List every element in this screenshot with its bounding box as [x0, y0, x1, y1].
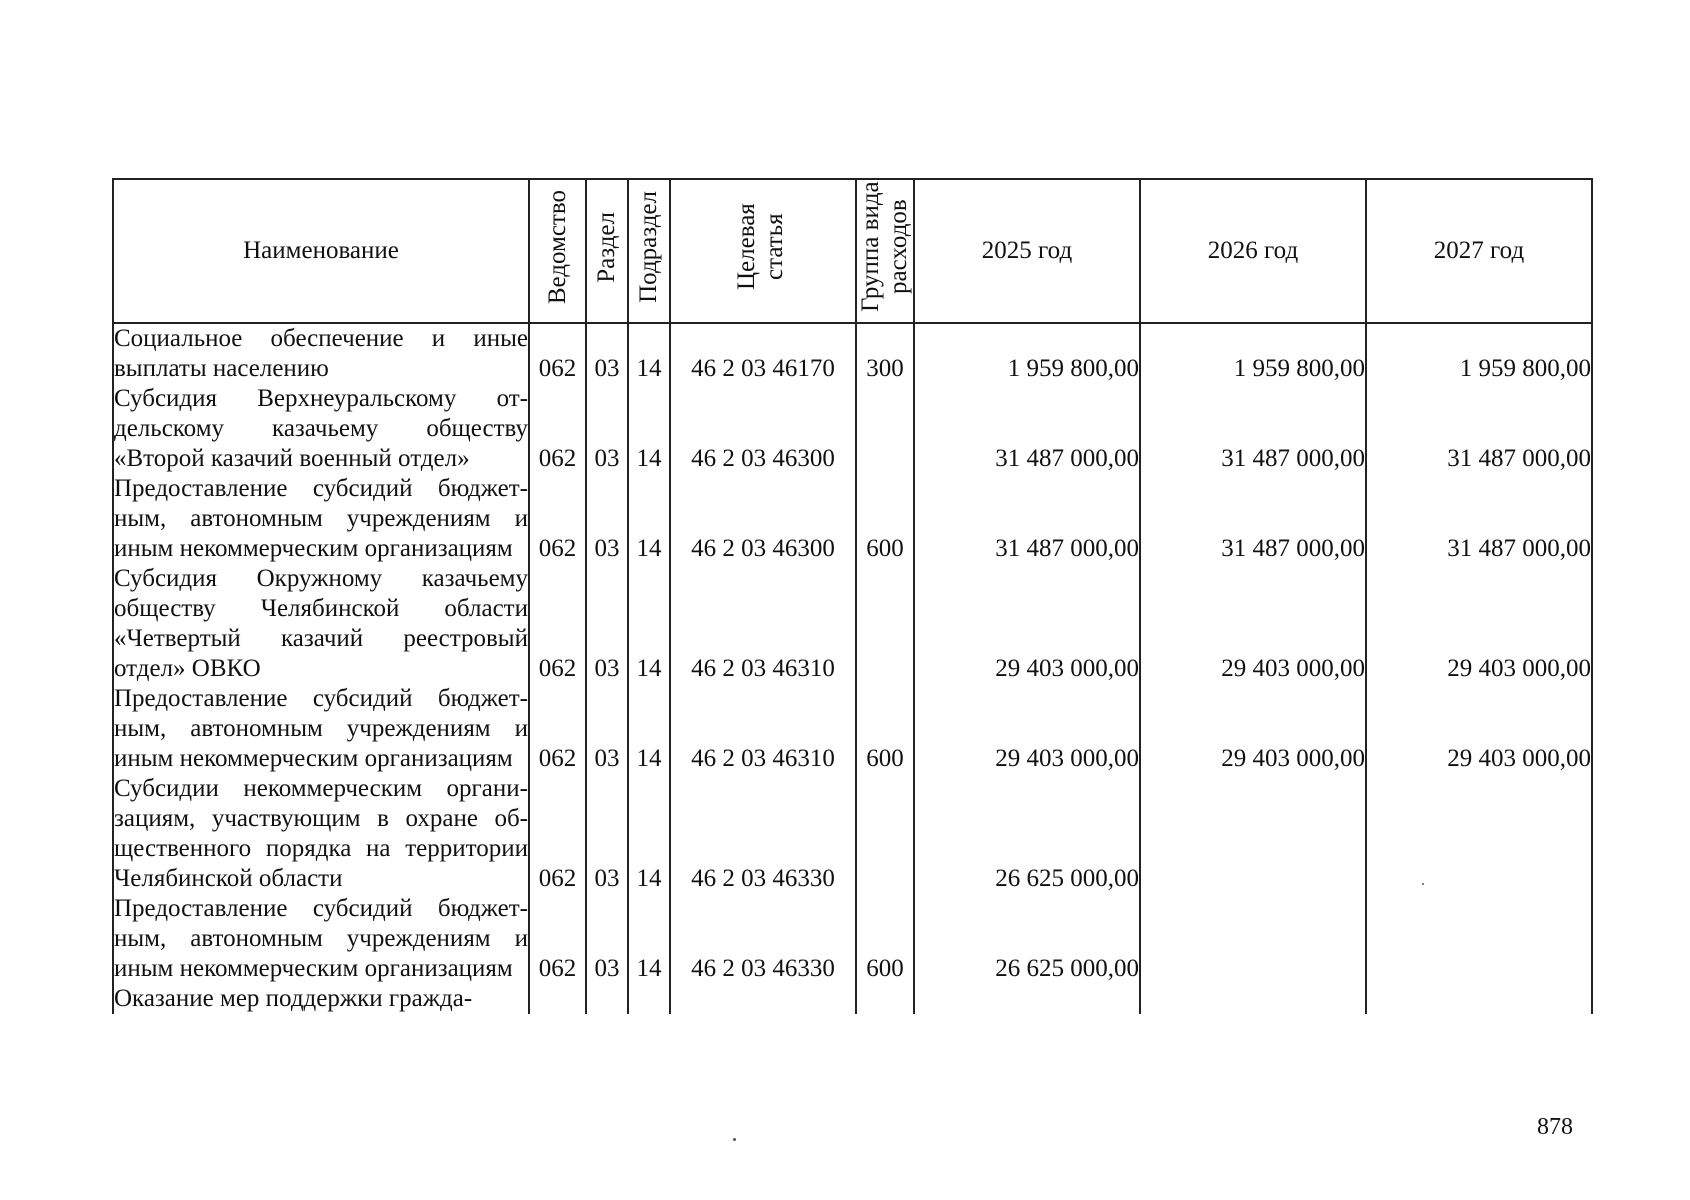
row-subsection: 14 — [628, 894, 670, 984]
header-year-2025: 2025 год — [914, 179, 1140, 323]
header-name: Наименование — [113, 179, 529, 323]
row-amount-2027 — [1366, 894, 1592, 984]
row-amount-2027: 29 403 000,00 — [1366, 684, 1592, 774]
row-name: Предоставление субсидий бюджетным, автономным учреждениям и иным некоммерческим организациям — [114, 895, 528, 982]
row-amount-2025: 29 403 000,00 — [914, 684, 1140, 774]
header-expense-group: Группа вида расходов — [856, 179, 914, 323]
row-expense-group: 300 — [856, 323, 914, 384]
table-row — [113, 894, 1592, 984]
budget-table — [112, 178, 1593, 1014]
row-target-article — [670, 984, 856, 1014]
row-subsection: 14 — [628, 323, 670, 384]
row-name: Предоставление субсидий бюджетным, автономным учреждениям и иным некоммерческим организациям — [114, 475, 528, 562]
page-number: 878 — [1537, 1114, 1573, 1140]
header-year-2026: 2026 год — [1140, 179, 1366, 323]
row-target-article: 46 2 03 46300 — [670, 474, 856, 564]
row-name: Субсидия Окружному казачьему обществу Челябинской области «Четвертый казачий реестровый отдел» ОВКО — [114, 565, 528, 682]
row-amount-2025 — [914, 984, 1140, 1014]
row-amount-2026: 1 959 800,00 — [1140, 323, 1366, 384]
header-subsection: Подраздел — [628, 179, 670, 323]
row-amount-2026: 29 403 000,00 — [1140, 684, 1366, 774]
row-section — [586, 984, 628, 1014]
table-row — [113, 474, 1592, 564]
row-amount-2027 — [1366, 984, 1592, 1014]
table-row — [113, 684, 1592, 774]
row-target-article: 46 2 03 46170 — [670, 323, 856, 384]
row-name: Субсидия Верхнеуральскому отдельскому казачьему обществу «Второй казачий военный отдел» — [114, 385, 528, 472]
row-amount-2026: 29 403 000,00 — [1140, 564, 1366, 684]
table-body — [113, 323, 1592, 1014]
row-amount-2025: 26 625 000,00 — [914, 894, 1140, 984]
row-target-article: 46 2 03 46310 — [670, 564, 856, 684]
row-name: Субсидии некоммерческим организациям, участвующим в охране общественного порядка на территории Челябинской области — [114, 775, 528, 892]
row-amount-2027: 29 403 000,00 — [1366, 564, 1592, 684]
row-target-article: 46 2 03 46300 — [670, 384, 856, 474]
header-row — [113, 179, 1592, 323]
scan-speck — [733, 1138, 736, 1141]
row-subsection: 14 — [628, 774, 670, 894]
table-row — [113, 323, 1592, 384]
table-row — [113, 984, 1592, 1014]
row-amount-2025: 1 959 800,00 — [914, 323, 1140, 384]
row-amount-2027: 31 487 000,00 — [1366, 384, 1592, 474]
row-subsection: 14 — [628, 474, 670, 564]
row-amount-2025: 31 487 000,00 — [914, 384, 1140, 474]
row-department: 062 — [529, 384, 586, 474]
row-amount-2026 — [1140, 894, 1366, 984]
table-row — [113, 564, 1592, 684]
row-section: 03 — [586, 564, 628, 684]
row-expense-group — [856, 774, 914, 894]
row-target-article: 46 2 03 46330 — [670, 894, 856, 984]
row-amount-2027: 31 487 000,00 — [1366, 474, 1592, 564]
row-amount-2025: 29 403 000,00 — [914, 564, 1140, 684]
row-subsection — [628, 984, 670, 1014]
row-section: 03 — [586, 384, 628, 474]
row-department: 062 — [529, 323, 586, 384]
row-amount-2026: 31 487 000,00 — [1140, 474, 1366, 564]
row-subsection: 14 — [628, 384, 670, 474]
scan-speck — [1422, 883, 1424, 885]
row-amount-2026 — [1140, 984, 1366, 1014]
row-section: 03 — [586, 774, 628, 894]
row-name: Предоставление субсидий бюджетным, автономным учреждениям и иным некоммерческим организациям — [114, 685, 528, 772]
row-subsection: 14 — [628, 564, 670, 684]
header-year-2027: 2027 год — [1366, 179, 1592, 323]
row-subsection: 14 — [628, 684, 670, 774]
row-expense-group — [856, 564, 914, 684]
row-department: 062 — [529, 894, 586, 984]
row-name: Оказание мер поддержки гражда- — [113, 984, 529, 1014]
header-target-article: Целевая статья — [670, 179, 856, 323]
row-department: 062 — [529, 684, 586, 774]
row-expense-group: 600 — [856, 684, 914, 774]
row-amount-2027: 1 959 800,00 — [1366, 323, 1592, 384]
row-target-article: 46 2 03 46330 — [670, 774, 856, 894]
row-department: 062 — [529, 774, 586, 894]
row-name: Социальное обеспечение и иные выплаты населению — [114, 325, 528, 382]
row-target-article: 46 2 03 46310 — [670, 684, 856, 774]
row-section: 03 — [586, 894, 628, 984]
row-department: 062 — [529, 564, 586, 684]
row-amount-2025: 31 487 000,00 — [914, 474, 1140, 564]
row-section: 03 — [586, 474, 628, 564]
row-department — [529, 984, 586, 1014]
row-amount-2027 — [1366, 774, 1592, 894]
row-amount-2025: 26 625 000,00 — [914, 774, 1140, 894]
row-section: 03 — [586, 684, 628, 774]
row-amount-2026 — [1140, 774, 1366, 894]
table-row — [113, 774, 1592, 894]
row-expense-group — [856, 384, 914, 474]
row-expense-group: 600 — [856, 894, 914, 984]
row-amount-2026: 31 487 000,00 — [1140, 384, 1366, 474]
row-section: 03 — [586, 323, 628, 384]
header-department: Ведомство — [529, 179, 586, 323]
row-expense-group: 600 — [856, 474, 914, 564]
row-department: 062 — [529, 474, 586, 564]
row-expense-group — [856, 984, 914, 1014]
table-row — [113, 384, 1592, 474]
header-section: Раздел — [586, 179, 628, 323]
